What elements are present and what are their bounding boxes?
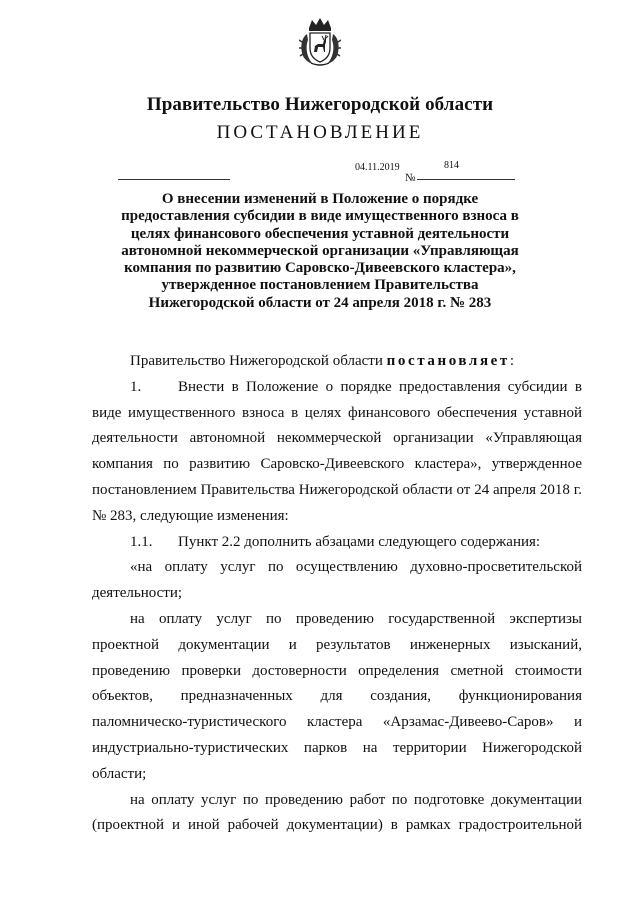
government-name: Правительство Нижегородской области [146,94,494,115]
document-body [92,349,582,839]
paragraph-spiritual: «на оплату услуг по осуществлению духовно-просветительской деятельности; [92,559,582,602]
document-number: 814 [444,160,459,171]
preamble-start: Правительство Нижегородской области [130,353,387,369]
document-type: ПОСТАНОВЛЕНИЕ [216,122,424,143]
subject-line: утвержденное постановлением Правительства [161,277,479,294]
number-line-right [417,179,515,180]
item-1 [92,375,582,530]
document-date: 04.11.2019 [355,162,400,173]
preamble-end: : [509,353,515,369]
number-sign: № [405,172,416,184]
item-1-label: 1. [130,378,142,395]
subject-line: предоставления субсидии в виде имущественного взноса в [121,208,519,225]
nizhny-novgorod-coat-of-arms-icon [299,16,341,68]
decree-word: постановляет [386,353,510,369]
subject-line: целях финансового обеспечения уставной деятельности [130,225,510,242]
paragraph-documentation: на оплату услуг по проведению работ по подготовке документации (проектной и иной рабочей документации) в рамках градостроительной [92,791,582,834]
subject-line: Нижегородской области от 24 апреля 2018 г. № 283 [148,294,492,311]
item-1-1-text: Пункт 2.2 дополнить абзацами следующего содержания: [178,533,541,550]
subject-line: автономной некоммерческой организации «Управляющая [121,242,519,259]
subject-line: О внесении изменений в Положение о порядке [161,191,479,207]
item-1-1-label: 1.1. [130,533,153,550]
date-line-left [118,179,230,180]
item-1-text: Внести в Положение о порядке предоставления субсидии в виде имущественного взноса в целях финансового обеспечения уставной деятельности автономной некоммерческой организации «Управляющая компания по развитию Саровско-Дивеевского кластера», утвержденное постановлением Правительства Нижегородской области от 24 апреля 2018 г. № 283, следующие изменения: [92,378,582,524]
preamble [92,349,582,375]
item-1-1 [92,530,582,556]
document-subject [100,191,540,312]
subject-line: компания по развитию Саровско-Дивеевского кластера», [124,260,516,277]
paragraph-expertise: на оплату услуг по проведению государственной экспертизы проектной документации и результатов инженерных изысканий, проведению проверки достоверности определения сметной стоимости объектов, предназначенных для создания, функционирования паломническо-туристического кластера «Арзамас-Дивеево-Саров» и индустриально-туристических парков на территории Нижегородской области; [92,610,582,782]
